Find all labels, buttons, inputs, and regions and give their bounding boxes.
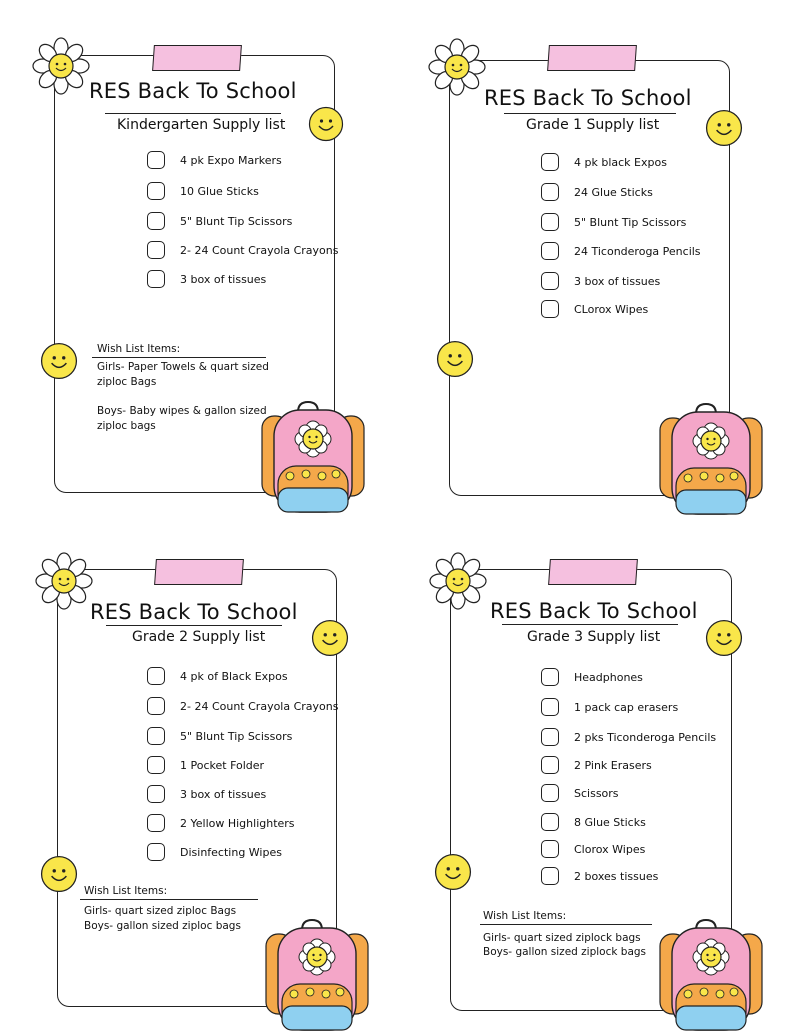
checklist-item[interactable]: 4 pk black Expos xyxy=(541,153,667,171)
checklist-item[interactable]: 3 box of tissues xyxy=(541,272,660,290)
card-title: RES Back To School xyxy=(484,86,692,110)
checkbox[interactable] xyxy=(541,153,559,171)
supply-card-kindergarten xyxy=(0,0,395,512)
checkbox[interactable] xyxy=(147,212,165,230)
wish-list-underline xyxy=(80,899,258,900)
checkbox[interactable] xyxy=(541,728,559,746)
backpack-icon xyxy=(262,918,374,1034)
checklist-item[interactable]: 1 pack cap erasers xyxy=(541,698,678,716)
checkbox[interactable] xyxy=(147,814,165,832)
supply-card-grade-1 xyxy=(396,0,791,512)
wish-list-heading: Wish List Items: xyxy=(84,885,168,897)
washi-tape xyxy=(548,559,638,585)
wish-list-heading: Wish List Items: xyxy=(97,343,181,355)
checkbox[interactable] xyxy=(541,183,559,201)
checklist-item[interactable]: 24 Glue Sticks xyxy=(541,183,653,201)
checklist-item[interactable]: 24 Ticonderoga Pencils xyxy=(541,242,701,260)
checklist-item[interactable]: 10 Glue Sticks xyxy=(147,182,259,200)
smiley-icon xyxy=(40,342,78,380)
checkbox[interactable] xyxy=(541,784,559,802)
checklist-item[interactable]: Clorox Wipes xyxy=(541,840,645,858)
checklist-item[interactable]: 5" Blunt Tip Scissors xyxy=(147,727,292,745)
checkbox[interactable] xyxy=(147,151,165,169)
checkbox[interactable] xyxy=(147,270,165,288)
checkbox[interactable] xyxy=(147,182,165,200)
wish-list-underline xyxy=(92,357,266,358)
backpack-icon xyxy=(656,918,768,1034)
flower-icon xyxy=(32,37,90,95)
checkbox[interactable] xyxy=(541,242,559,260)
card-title: RES Back To School xyxy=(89,79,297,103)
checklist-item[interactable]: Headphones xyxy=(541,668,643,686)
checkbox[interactable] xyxy=(147,756,165,774)
checkbox[interactable] xyxy=(541,698,559,716)
wish-list-line: Girls- quart sized ziplock bags xyxy=(483,932,641,944)
smiley-icon xyxy=(311,619,349,657)
checkbox[interactable] xyxy=(541,756,559,774)
title-underline xyxy=(105,113,281,114)
supply-card-grade-2 xyxy=(0,512,395,1024)
checkbox[interactable] xyxy=(147,241,165,259)
checkbox[interactable] xyxy=(541,813,559,831)
wish-list-line: Boys- Baby wipes & gallon sized xyxy=(97,405,267,417)
title-underline xyxy=(502,624,678,625)
flower-icon xyxy=(428,38,486,96)
card-subtitle: Kindergarten Supply list xyxy=(117,117,286,133)
card-title: RES Back To School xyxy=(490,599,698,623)
wish-list-heading: Wish List Items: xyxy=(483,910,567,922)
checklist-item[interactable]: 2- 24 Count Crayola Crayons xyxy=(147,697,339,715)
checklist-item[interactable]: 1 Pocket Folder xyxy=(147,756,264,774)
checklist-item[interactable]: 4 pk of Black Expos xyxy=(147,667,288,685)
flower-icon xyxy=(429,552,487,610)
wish-list-line: Girls- quart sized ziploc Bags xyxy=(84,905,237,917)
flower-icon xyxy=(35,552,93,610)
backpack-icon xyxy=(656,402,768,518)
checklist-item[interactable]: 5" Blunt Tip Scissors xyxy=(147,212,292,230)
checklist-item[interactable]: 5" Blunt Tip Scissors xyxy=(541,213,686,231)
smiley-icon xyxy=(705,109,743,147)
card-subtitle: Grade 1 Supply list xyxy=(526,117,660,133)
checklist-item[interactable]: Disinfecting Wipes xyxy=(147,843,282,861)
wish-list-underline xyxy=(480,924,652,925)
checklist-item[interactable]: 3 box of tissues xyxy=(147,785,266,803)
washi-tape xyxy=(154,559,244,585)
checklist-item[interactable]: 2 pks Ticonderoga Pencils xyxy=(541,728,716,746)
card-title: RES Back To School xyxy=(90,600,298,624)
checklist-item[interactable]: 2 Yellow Highlighters xyxy=(147,814,295,832)
smiley-icon xyxy=(308,106,344,142)
backpack-icon xyxy=(258,400,370,516)
checkbox[interactable] xyxy=(541,213,559,231)
smiley-icon xyxy=(705,619,743,657)
card-subtitle: Grade 3 Supply list xyxy=(527,629,661,645)
washi-tape xyxy=(152,45,242,71)
checklist-item[interactable]: 2 Pink Erasers xyxy=(541,756,652,774)
smiley-icon xyxy=(434,853,472,891)
checklist-item[interactable]: 2- 24 Count Crayola Crayons xyxy=(147,241,339,259)
wish-list-line: Boys- gallon sized ziploc bags xyxy=(84,920,241,932)
wish-list-line: Boys- gallon sized ziplock bags xyxy=(483,946,647,958)
washi-tape xyxy=(547,45,637,71)
checkbox[interactable] xyxy=(147,697,165,715)
checklist-item[interactable]: 2 boxes tissues xyxy=(541,867,658,885)
title-underline xyxy=(504,113,676,114)
title-underline xyxy=(106,625,282,626)
checkbox[interactable] xyxy=(541,840,559,858)
wish-list-line: ziploc bags xyxy=(97,420,156,432)
checkbox[interactable] xyxy=(147,727,165,745)
checkbox[interactable] xyxy=(147,667,165,685)
smiley-icon xyxy=(436,340,474,378)
checkbox[interactable] xyxy=(541,867,559,885)
checklist-item[interactable]: 8 Glue Sticks xyxy=(541,813,646,831)
wish-list-line: Girls- Paper Towels & quart sized xyxy=(97,361,269,373)
checklist-item[interactable]: 3 box of tissues xyxy=(147,270,266,288)
checklist-item[interactable]: 4 pk Expo Markers xyxy=(147,151,282,169)
checklist-item[interactable]: Scissors xyxy=(541,784,619,802)
checkbox[interactable] xyxy=(541,668,559,686)
smiley-icon xyxy=(40,855,78,893)
checklist-item[interactable]: CLorox Wipes xyxy=(541,300,648,318)
card-subtitle: Grade 2 Supply list xyxy=(132,629,266,645)
checkbox[interactable] xyxy=(541,300,559,318)
checkbox[interactable] xyxy=(147,785,165,803)
checkbox[interactable] xyxy=(541,272,559,290)
supply-card-grade-3 xyxy=(396,512,791,1024)
checkbox[interactable] xyxy=(147,843,165,861)
wish-list-line: ziploc Bags xyxy=(97,376,157,388)
